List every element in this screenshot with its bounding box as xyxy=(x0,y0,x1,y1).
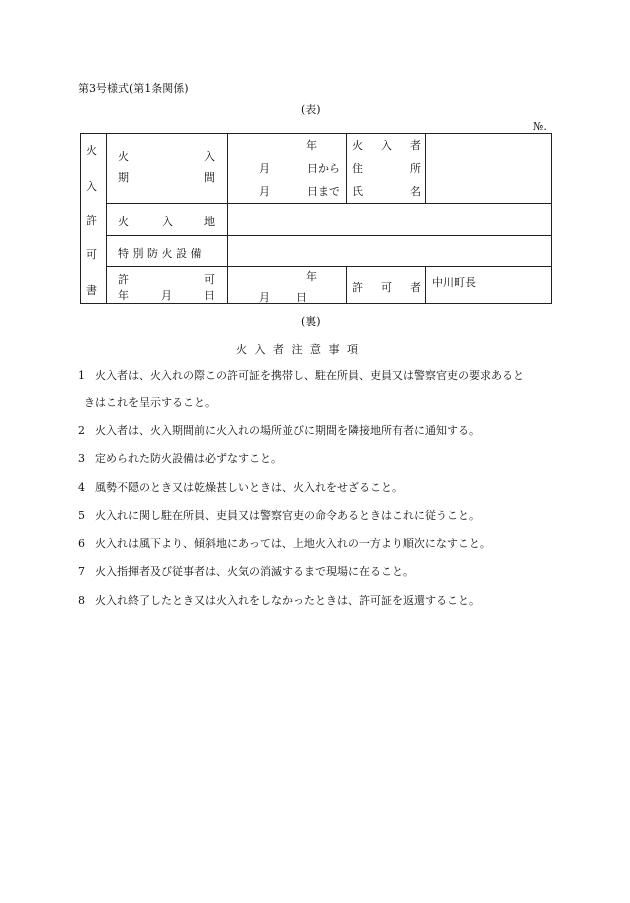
licensor-label-3: 者 xyxy=(410,281,421,294)
permit-date-label-day: 日 xyxy=(204,289,215,302)
licensor-value: 中川町長 xyxy=(432,276,476,289)
licensor-label-2: 可 xyxy=(381,281,392,294)
note-number: 5 xyxy=(78,509,85,522)
note-text: 風勢不隠のとき又は乾燥甚しいときは、火入れをせざること。 xyxy=(95,481,403,494)
notes-title: 火 入 者 注 意 事 項 xyxy=(236,343,360,356)
permit-month: 月 xyxy=(259,291,270,304)
note-number: 1 xyxy=(78,369,85,382)
period-day-from: 日から xyxy=(307,162,340,175)
permit-date-label-r1: 可 xyxy=(204,273,215,286)
permit-year: 年 xyxy=(306,270,317,283)
period-label-r2: 間 xyxy=(204,171,215,184)
period-label-l1: 火 xyxy=(118,150,129,163)
permit-date-label-month: 月 xyxy=(161,289,172,302)
note-item-continuation: きはこれを呈示すること。 xyxy=(84,396,216,409)
applicant-label-1: 火 xyxy=(352,139,363,152)
note-item xyxy=(78,535,491,551)
permit-date-label-year: 年 xyxy=(118,289,129,302)
note-text: 火入れ終了したとき又は火入れをしなかったときは、許可証を返還すること。 xyxy=(95,594,480,607)
note-number: 2 xyxy=(78,424,85,437)
licensor-label-1: 許 xyxy=(352,281,363,294)
period-day-to: 日まで xyxy=(307,185,340,198)
address-label-1: 住 xyxy=(352,162,363,175)
front-label: (表) xyxy=(301,103,321,116)
applicant-label-3: 者 xyxy=(410,139,421,152)
fire-equipment-label: 特 別 防 火 設 備 xyxy=(118,247,202,260)
number-label: №. xyxy=(533,120,547,133)
note-text: 火入れは風下より、傾斜地にあっては、上地火入れの一方より順次になすこと。 xyxy=(95,537,491,550)
period-month-from: 月 xyxy=(259,162,270,175)
site-label-1: 火 xyxy=(118,215,129,228)
vertical-title-char-1: 火 xyxy=(86,144,97,157)
vertical-title-char-3: 許 xyxy=(86,214,97,227)
note-text: 火入指揮者及び従事者は、火気の消滅するまで現場に在ること。 xyxy=(95,565,414,578)
note-number: 4 xyxy=(78,481,85,494)
applicant-label-2: 入 xyxy=(381,139,392,152)
note-text: 定められた防火設備は必ずなすこと。 xyxy=(95,452,282,465)
note-item xyxy=(78,563,414,579)
note-item xyxy=(78,367,524,383)
note-text: 火入者は、火入期間前に火入れの場所並びに期間を隣接地所有者に通知する。 xyxy=(95,424,480,437)
note-item xyxy=(78,479,403,495)
note-text: 火入者は、火入れの際この許可証を携帯し、駐在所員、吏員又は警察官吏の要求あると xyxy=(95,369,524,382)
permit-date-label-l1: 許 xyxy=(118,273,129,286)
note-number: 3 xyxy=(78,452,85,465)
note-item xyxy=(78,592,480,608)
site-label-3: 地 xyxy=(204,215,215,228)
permit-day: 日 xyxy=(296,291,307,304)
note-item xyxy=(78,507,480,523)
vertical-title-char-2: 入 xyxy=(86,180,97,193)
vertical-title-char-5: 書 xyxy=(86,284,97,297)
note-number: 8 xyxy=(78,594,85,607)
back-label: (裏) xyxy=(301,315,321,328)
vertical-title-char-4: 可 xyxy=(86,248,97,261)
note-number: 7 xyxy=(78,565,85,578)
period-label-r1: 入 xyxy=(204,150,215,163)
period-label-l2: 期 xyxy=(118,171,129,184)
note-number: 6 xyxy=(78,537,85,550)
period-month-to: 月 xyxy=(259,185,270,198)
name-label-1: 氏 xyxy=(352,185,363,198)
note-text: 火入れに関し駐在所員、吏員又は警察官吏の命令あるときはこれに従うこと。 xyxy=(95,509,480,522)
note-item xyxy=(78,450,282,466)
site-label-2: 入 xyxy=(162,215,173,228)
permit-table xyxy=(0,0,630,320)
address-label-2: 所 xyxy=(410,162,421,175)
form-id: 第3号様式(第1条関係) xyxy=(78,82,189,95)
note-item xyxy=(78,422,480,438)
name-label-2: 名 xyxy=(410,185,421,198)
period-year: 年 xyxy=(306,139,317,152)
